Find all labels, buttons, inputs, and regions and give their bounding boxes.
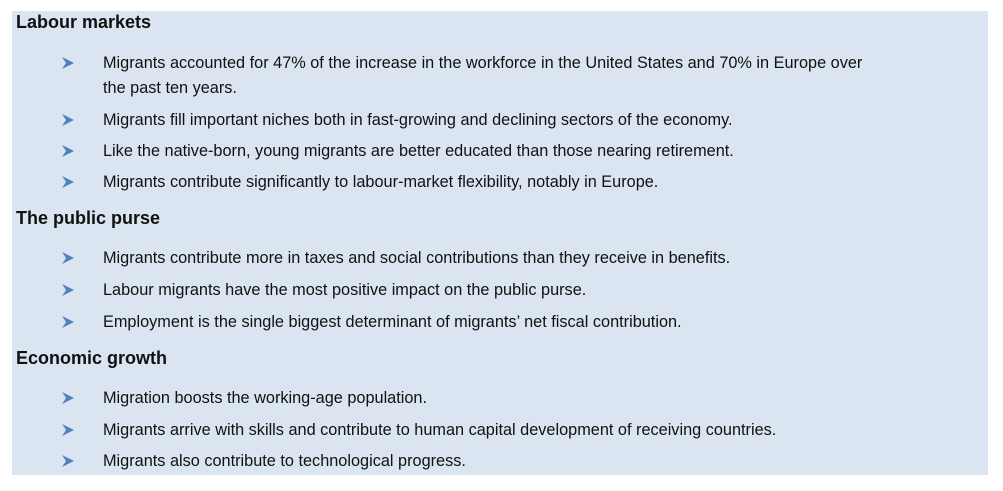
section-title-economic-growth: Economic growth (16, 348, 168, 368)
list-item: Migrants fill important niches both in fast-growing and declining sectors of the economy. (103, 111, 733, 129)
list-item: Migrants contribute more in taxes and social contributions than they receive in benefits. (103, 249, 731, 267)
arrowhead-bullet-icon (61, 56, 75, 70)
arrowhead-bullet-icon (61, 315, 75, 329)
list-item: Migrants contribute significantly to labour-market flexibility, notably in Europe. (103, 173, 659, 191)
arrowhead-bullet-icon (61, 251, 75, 265)
arrowhead-bullet-icon (61, 175, 75, 189)
arrowhead-bullet-icon (61, 391, 75, 405)
list-item-continuation: the past ten years. (103, 79, 237, 97)
arrowhead-bullet-icon (61, 283, 75, 297)
list-item: Labour migrants have the most positive impact on the public purse. (103, 281, 587, 299)
list-item: Migration boosts the working-age population. (103, 389, 428, 407)
section-title-public-purse: The public purse (16, 208, 161, 228)
list-item: Employment is the single biggest determinant of migrants’ net fiscal contribution. (103, 313, 682, 331)
arrowhead-bullet-icon (61, 113, 75, 127)
arrowhead-bullet-icon (61, 423, 75, 437)
list-item: Like the native-born, young migrants are better educated than those nearing retirement. (103, 142, 734, 160)
arrowhead-bullet-icon (61, 144, 75, 158)
list-item: Migrants also contribute to technological progress. (103, 452, 466, 470)
list-item: Migrants accounted for 47% of the increase in the workforce in the United States and 70% in Europe over (103, 54, 863, 72)
arrowhead-bullet-icon (61, 454, 75, 468)
list-item: Migrants arrive with skills and contribute to human capital development of receiving countries. (103, 421, 777, 439)
section-title-labour-markets: Labour markets (16, 12, 152, 32)
